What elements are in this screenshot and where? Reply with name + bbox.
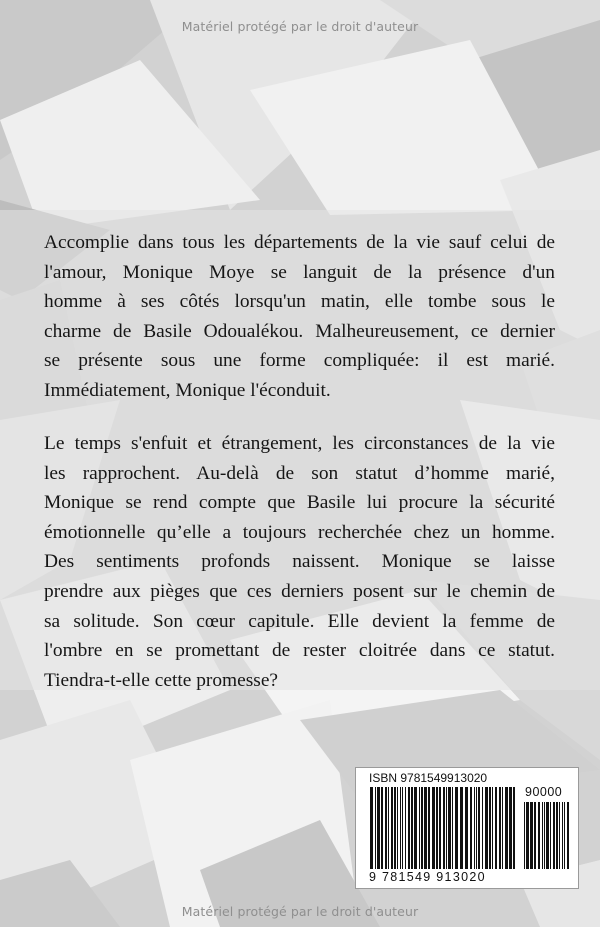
blurb-line: se présente sous une forme compliquée: il est marié. bbox=[44, 350, 555, 372]
isbn-barcode bbox=[355, 767, 579, 889]
isbn-label: ISBN 9781549913020 bbox=[369, 771, 488, 785]
copyright-watermark-bottom: Matériel protégé par le droit d'auteur bbox=[181, 904, 419, 919]
blurb-line: Des sentiments profonds naissent. Monique se laisse bbox=[44, 551, 555, 573]
price-code: 90000 bbox=[525, 785, 563, 799]
blurb-line: Monique se rend compte que Basile lui procure la sécurité bbox=[44, 492, 555, 514]
blurb-line: sa solitude. Son cœur capitule. Elle devient la femme de bbox=[44, 610, 555, 632]
blurb-line: Immédiatement, Monique l'éconduit. bbox=[44, 379, 331, 401]
blurb-line: Le temps s'enfuit et étrangement, les circonstances de la vie bbox=[44, 433, 555, 454]
blurb-line: les rapprochent. Au-delà de son statut d’homme marié, bbox=[44, 462, 555, 484]
blurb-line: émotionnelle qu’elle a toujours recherchée chez un homme. bbox=[44, 521, 555, 543]
blurb-line: l'amour, Monique Moye se languit de la présence d'un bbox=[44, 261, 555, 283]
blurb-line: Accomplie dans tous les départements de la vie sauf celui de bbox=[44, 232, 555, 253]
copyright-watermark-top: Matériel protégé par le droit d'auteur bbox=[181, 19, 419, 34]
blurb-line: Tiendra-t-elle cette promesse? bbox=[44, 669, 279, 691]
blurb-line: charme de Basile Odoualékou. Malheureusement, ce dernier bbox=[44, 320, 555, 342]
blurb-paragraph-1 bbox=[44, 228, 555, 406]
blurb-line: prendre aux pièges que ces derniers posent sur le chemin de bbox=[44, 580, 555, 602]
blurb-line: homme à ses côtés lorsqu'un matin, elle tombe sous le bbox=[44, 291, 555, 313]
isbn-digits: 9 781549 913020 bbox=[369, 870, 486, 884]
blurb-line: l'ombre en se promettant de rester cloitrée dans ce statut. bbox=[44, 640, 555, 662]
blurb-paragraph-2 bbox=[44, 429, 555, 695]
